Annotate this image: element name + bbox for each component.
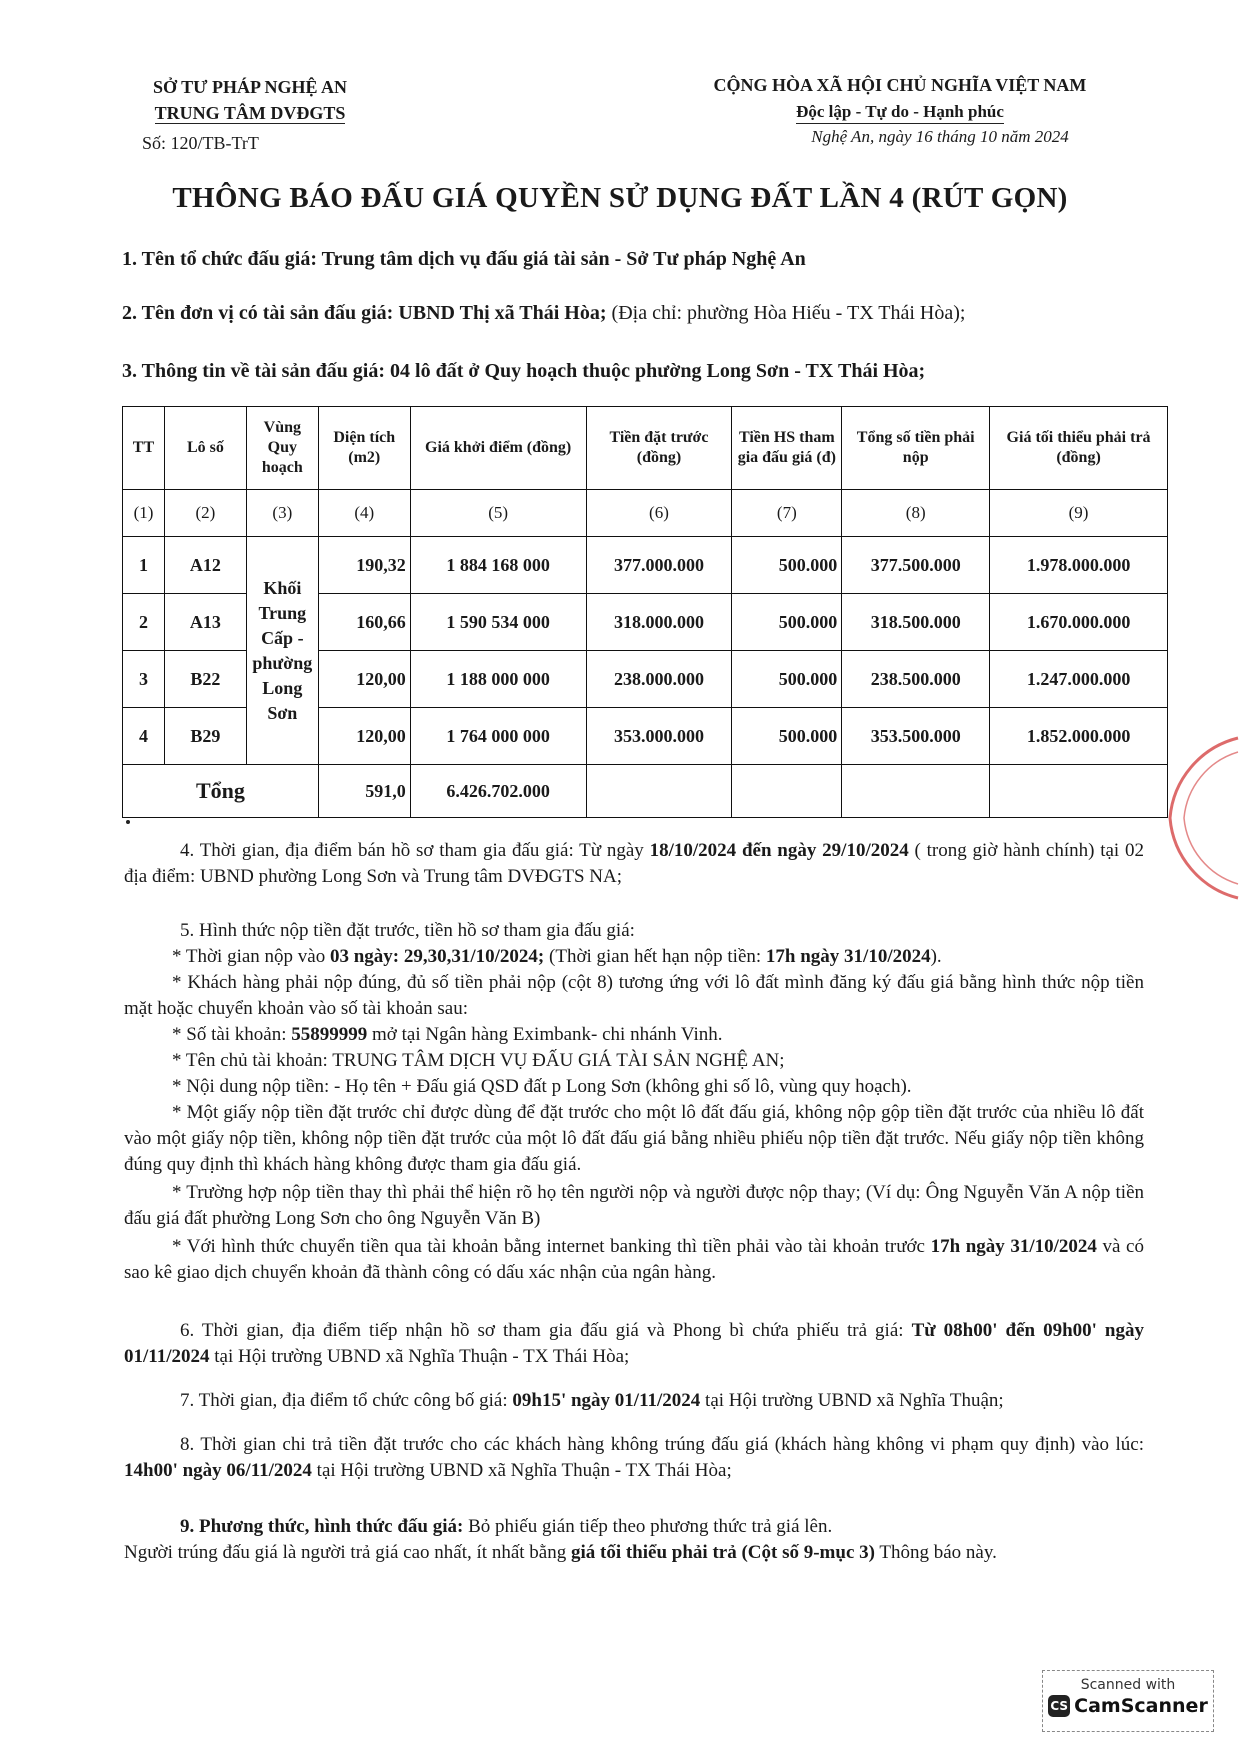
paragraph-6: 6. Thời gian, địa điểm tiếp nhận hồ sơ tham gia đấu giá và Phong bì chứa phiếu trả giá: Từ 08h00' đến 09h00' ngày 01/11/2024 tại Hội trường UBND xã Nghĩa Thuận - TX Thái Hòa; — [124, 1320, 1144, 1367]
scanner-logo — [1043, 1695, 1213, 1717]
col-header-tt: TT — [123, 407, 165, 490]
cell-total: 238.500.000 — [842, 651, 990, 708]
total-empty-cell — [586, 765, 732, 818]
national-header — [640, 72, 1160, 150]
cell-total: 353.500.000 — [842, 708, 990, 765]
auction-table — [122, 406, 1168, 818]
cell-tt: 1 — [123, 537, 165, 594]
paragraph-5-heading: 5. Hình thức nộp tiền đặt trước, tiền hồ sơ tham gia đấu giá: — [180, 920, 635, 941]
issue-date: Nghệ An, ngày 16 tháng 10 năm 2024 — [811, 127, 1069, 146]
col-header-lot: Lô số — [164, 407, 246, 490]
cell-area: 120,00 — [318, 651, 410, 708]
camscanner-watermark — [1042, 1670, 1214, 1732]
total-area: 591,0 — [318, 765, 410, 818]
index-cell: (9) — [990, 490, 1168, 537]
paragraph-9-winner-rule: Người trúng đấu giá là người trả giá cao nhất, ít nhất bằng giá tối thiểu phải trả (Cột số 9-mục 3) Thông báo này. — [124, 1542, 997, 1563]
table-header-row — [123, 407, 1168, 490]
section-2 — [122, 302, 965, 325]
col-header-total: Tổng số tiền phải nộp — [842, 407, 990, 490]
cell-start-price: 1 188 000 000 — [410, 651, 586, 708]
col-header-min-price: Giá tối thiểu phải trả (đồng) — [990, 407, 1168, 490]
section-2-address: (Địa chỉ: phường Hòa Hiếu - TX Thái Hòa); — [606, 302, 966, 324]
paragraph-5-proxy-payment: * Trường hợp nộp tiền thay thì phải thể hiện rõ họ tên người nộp và người được nộp thay; (Ví dụ: Ông Nguyễn Văn A nộp tiền đấu giá đất phường Long Sơn cho ông Nguyễn Văn B) — [124, 1182, 1144, 1229]
cell-start-price: 1 590 534 000 — [410, 594, 586, 651]
cell-lot: A13 — [164, 594, 246, 651]
cell-deposit: 238.000.000 — [586, 651, 732, 708]
cell-fee: 500.000 — [732, 537, 842, 594]
scanner-brand: CamScanner — [1074, 1695, 1208, 1717]
paragraph-5-account-number: * Số tài khoản: 55899999 mở tại Ngân hàng Eximbank- chi nhánh Vinh. — [172, 1024, 723, 1045]
col-header-start-price: Giá khởi điểm (đồng) — [410, 407, 586, 490]
table-row — [123, 537, 1168, 594]
total-start-price: 6.426.702.000 — [410, 765, 586, 818]
cell-min-price: 1.978.000.000 — [990, 537, 1168, 594]
cell-region: Khối Trung Cấp - phường Long Sơn — [246, 537, 318, 765]
paragraph-9: 9. Phương thức, hình thức đấu giá: Bỏ phiếu gián tiếp theo phương thức trả giá lên. — [180, 1516, 833, 1537]
official-stamp-fragment — [1160, 728, 1240, 908]
index-cell: (3) — [246, 490, 318, 537]
issuer-line2: TRUNG TÂM DVĐGTS — [154, 103, 346, 123]
cell-total: 318.500.000 — [842, 594, 990, 651]
issuer-line1: SỞ TƯ PHÁP NGHỆ AN — [152, 77, 348, 97]
paragraph-5-transfer-content: * Nội dung nộp tiền: - Họ tên + Đấu giá QSD đất p Long Sơn (không ghi số lô, vùng quy hoạch). — [172, 1076, 912, 1097]
paragraph-7: 7. Thời gian, địa điểm tổ chức công bố giá: 09h15' ngày 01/11/2024 tại Hội trường UBND xã Nghĩa Thuận; — [180, 1390, 1004, 1411]
cell-deposit: 318.000.000 — [586, 594, 732, 651]
cell-area: 120,00 — [318, 708, 410, 765]
cell-lot: B22 — [164, 651, 246, 708]
cell-start-price: 1 764 000 000 — [410, 708, 586, 765]
index-cell: (1) — [123, 490, 165, 537]
document-number: Số: 120/TB-TrT — [142, 133, 259, 153]
cell-fee: 500.000 — [732, 708, 842, 765]
cell-lot: A12 — [164, 537, 246, 594]
col-header-area: Diện tích (m2) — [318, 407, 410, 490]
motto-line: Độc lập - Tự do - Hạnh phúc — [640, 98, 1160, 124]
document-title: THÔNG BÁO ĐẤU GIÁ QUYỀN SỬ DỤNG ĐẤT LẦN 4 (RÚT GỌN) — [172, 182, 1068, 214]
cell-total: 377.500.000 — [842, 537, 990, 594]
cell-fee: 500.000 — [732, 651, 842, 708]
cell-deposit: 377.000.000 — [586, 537, 732, 594]
country-name: CỘNG HÒA XÃ HỘI CHỦ NGHĨA VIỆT NAM — [713, 75, 1087, 95]
index-cell: (8) — [842, 490, 990, 537]
paragraph-4: 4. Thời gian, địa điểm bán hồ sơ tham gia đấu giá: Từ ngày 18/10/2024 đến ngày 29/10/2024 ( trong giờ hành chính) tại 02 địa điểm: UBND phường Long Sơn và Trung tâm DVĐGTS NA; — [124, 840, 1145, 887]
section-2-bold: 2. Tên đơn vị có tài sản đấu giá: UBND Thị xã Thái Hòa; — [122, 302, 607, 324]
cell-area: 160,66 — [318, 594, 410, 651]
cell-min-price: 1.670.000.000 — [990, 594, 1168, 651]
cell-tt: 2 — [123, 594, 165, 651]
cell-min-price: 1.852.000.000 — [990, 708, 1168, 765]
cell-fee: 500.000 — [732, 594, 842, 651]
table-index-row — [123, 490, 1168, 537]
index-cell: (4) — [318, 490, 410, 537]
stray-mark — [126, 820, 130, 824]
col-header-region: Vùng Quy hoạch — [246, 407, 318, 490]
section-3: 3. Thông tin về tài sản đấu giá: 04 lô đất ở Quy hoạch thuộc phường Long Sơn - TX Thái Hòa; — [122, 360, 926, 382]
col-header-fee: Tiền HS tham gia đấu giá (đ) — [732, 407, 842, 490]
total-empty-cell — [842, 765, 990, 818]
col-header-deposit: Tiền đặt trước (đồng) — [586, 407, 732, 490]
section-1: 1. Tên tổ chức đấu giá: Trung tâm dịch vụ đấu giá tài sản - Sở Tư pháp Nghệ An — [122, 248, 806, 270]
camscanner-icon: CS — [1048, 1695, 1070, 1717]
paragraph-8: 8. Thời gian chi trả tiền đặt trước cho các khách hàng không trúng đấu giá (khách hàng không vi phạm quy định) vào lúc: 14h00' ngày 06/11/2024 tại Hội trường UBND xã Nghĩa Thuận - TX Thái Hòa; — [124, 1434, 1144, 1481]
issuer-block — [120, 74, 380, 156]
cell-min-price: 1.247.000.000 — [990, 651, 1168, 708]
index-cell: (7) — [732, 490, 842, 537]
cell-start-price: 1 884 168 000 — [410, 537, 586, 594]
cell-deposit: 353.000.000 — [586, 708, 732, 765]
total-label: Tổng — [123, 765, 319, 818]
paragraph-5-payment-method: * Khách hàng phải nộp đúng, đủ số tiền phải nộp (cột 8) tương ứng với lô đất mình đăng ký đấu giá bằng hình thức nộp tiền mặt hoặc chuyển khoản vào số tài khoản sau: — [124, 972, 1144, 1019]
index-cell: (6) — [586, 490, 732, 537]
index-cell: (2) — [164, 490, 246, 537]
index-cell: (5) — [410, 490, 586, 537]
table-total-row — [123, 765, 1168, 818]
paragraph-5-single-slip-rule: * Một giấy nộp tiền đặt trước chỉ được dùng để đặt trước cho một lô đất đấu giá, không nộp gộp tiền đặt trước của nhiều lô đất vào một giấy nộp tiền, không nộp tiền đặt trước của một lô đất đấu giá bằng nhiều phiếu nộp tiền đặt trước. Nếu giấy nộp tiền không đúng quy định thì khách hàng không được tham gia đấu giá. — [124, 1102, 1144, 1175]
cell-lot: B29 — [164, 708, 246, 765]
paragraph-5-account-name: * Tên chủ tài khoản: TRUNG TÂM DỊCH VỤ ĐẤU GIÁ TÀI SẢN NGHỆ AN; — [172, 1050, 785, 1071]
total-empty-cell — [990, 765, 1168, 818]
cell-tt: 4 — [123, 708, 165, 765]
scanner-caption: Scanned with — [1080, 1677, 1176, 1693]
cell-area: 190,32 — [318, 537, 410, 594]
paragraph-5-internet-banking: * Với hình thức chuyển tiền qua tài khoản bằng internet banking thì tiền phải vào tài khoản trước 17h ngày 31/10/2024 và có sao kê giao dịch chuyển khoản đã thành công có dấu xác nhận của ngân hàng. — [124, 1236, 1144, 1283]
total-empty-cell — [732, 765, 842, 818]
paragraph-5-deadline: * Thời gian nộp vào 03 ngày: 29,30,31/10/2024; (Thời gian hết hạn nộp tiền: 17h ngày 31/10/2024). — [172, 946, 942, 967]
cell-tt: 3 — [123, 651, 165, 708]
